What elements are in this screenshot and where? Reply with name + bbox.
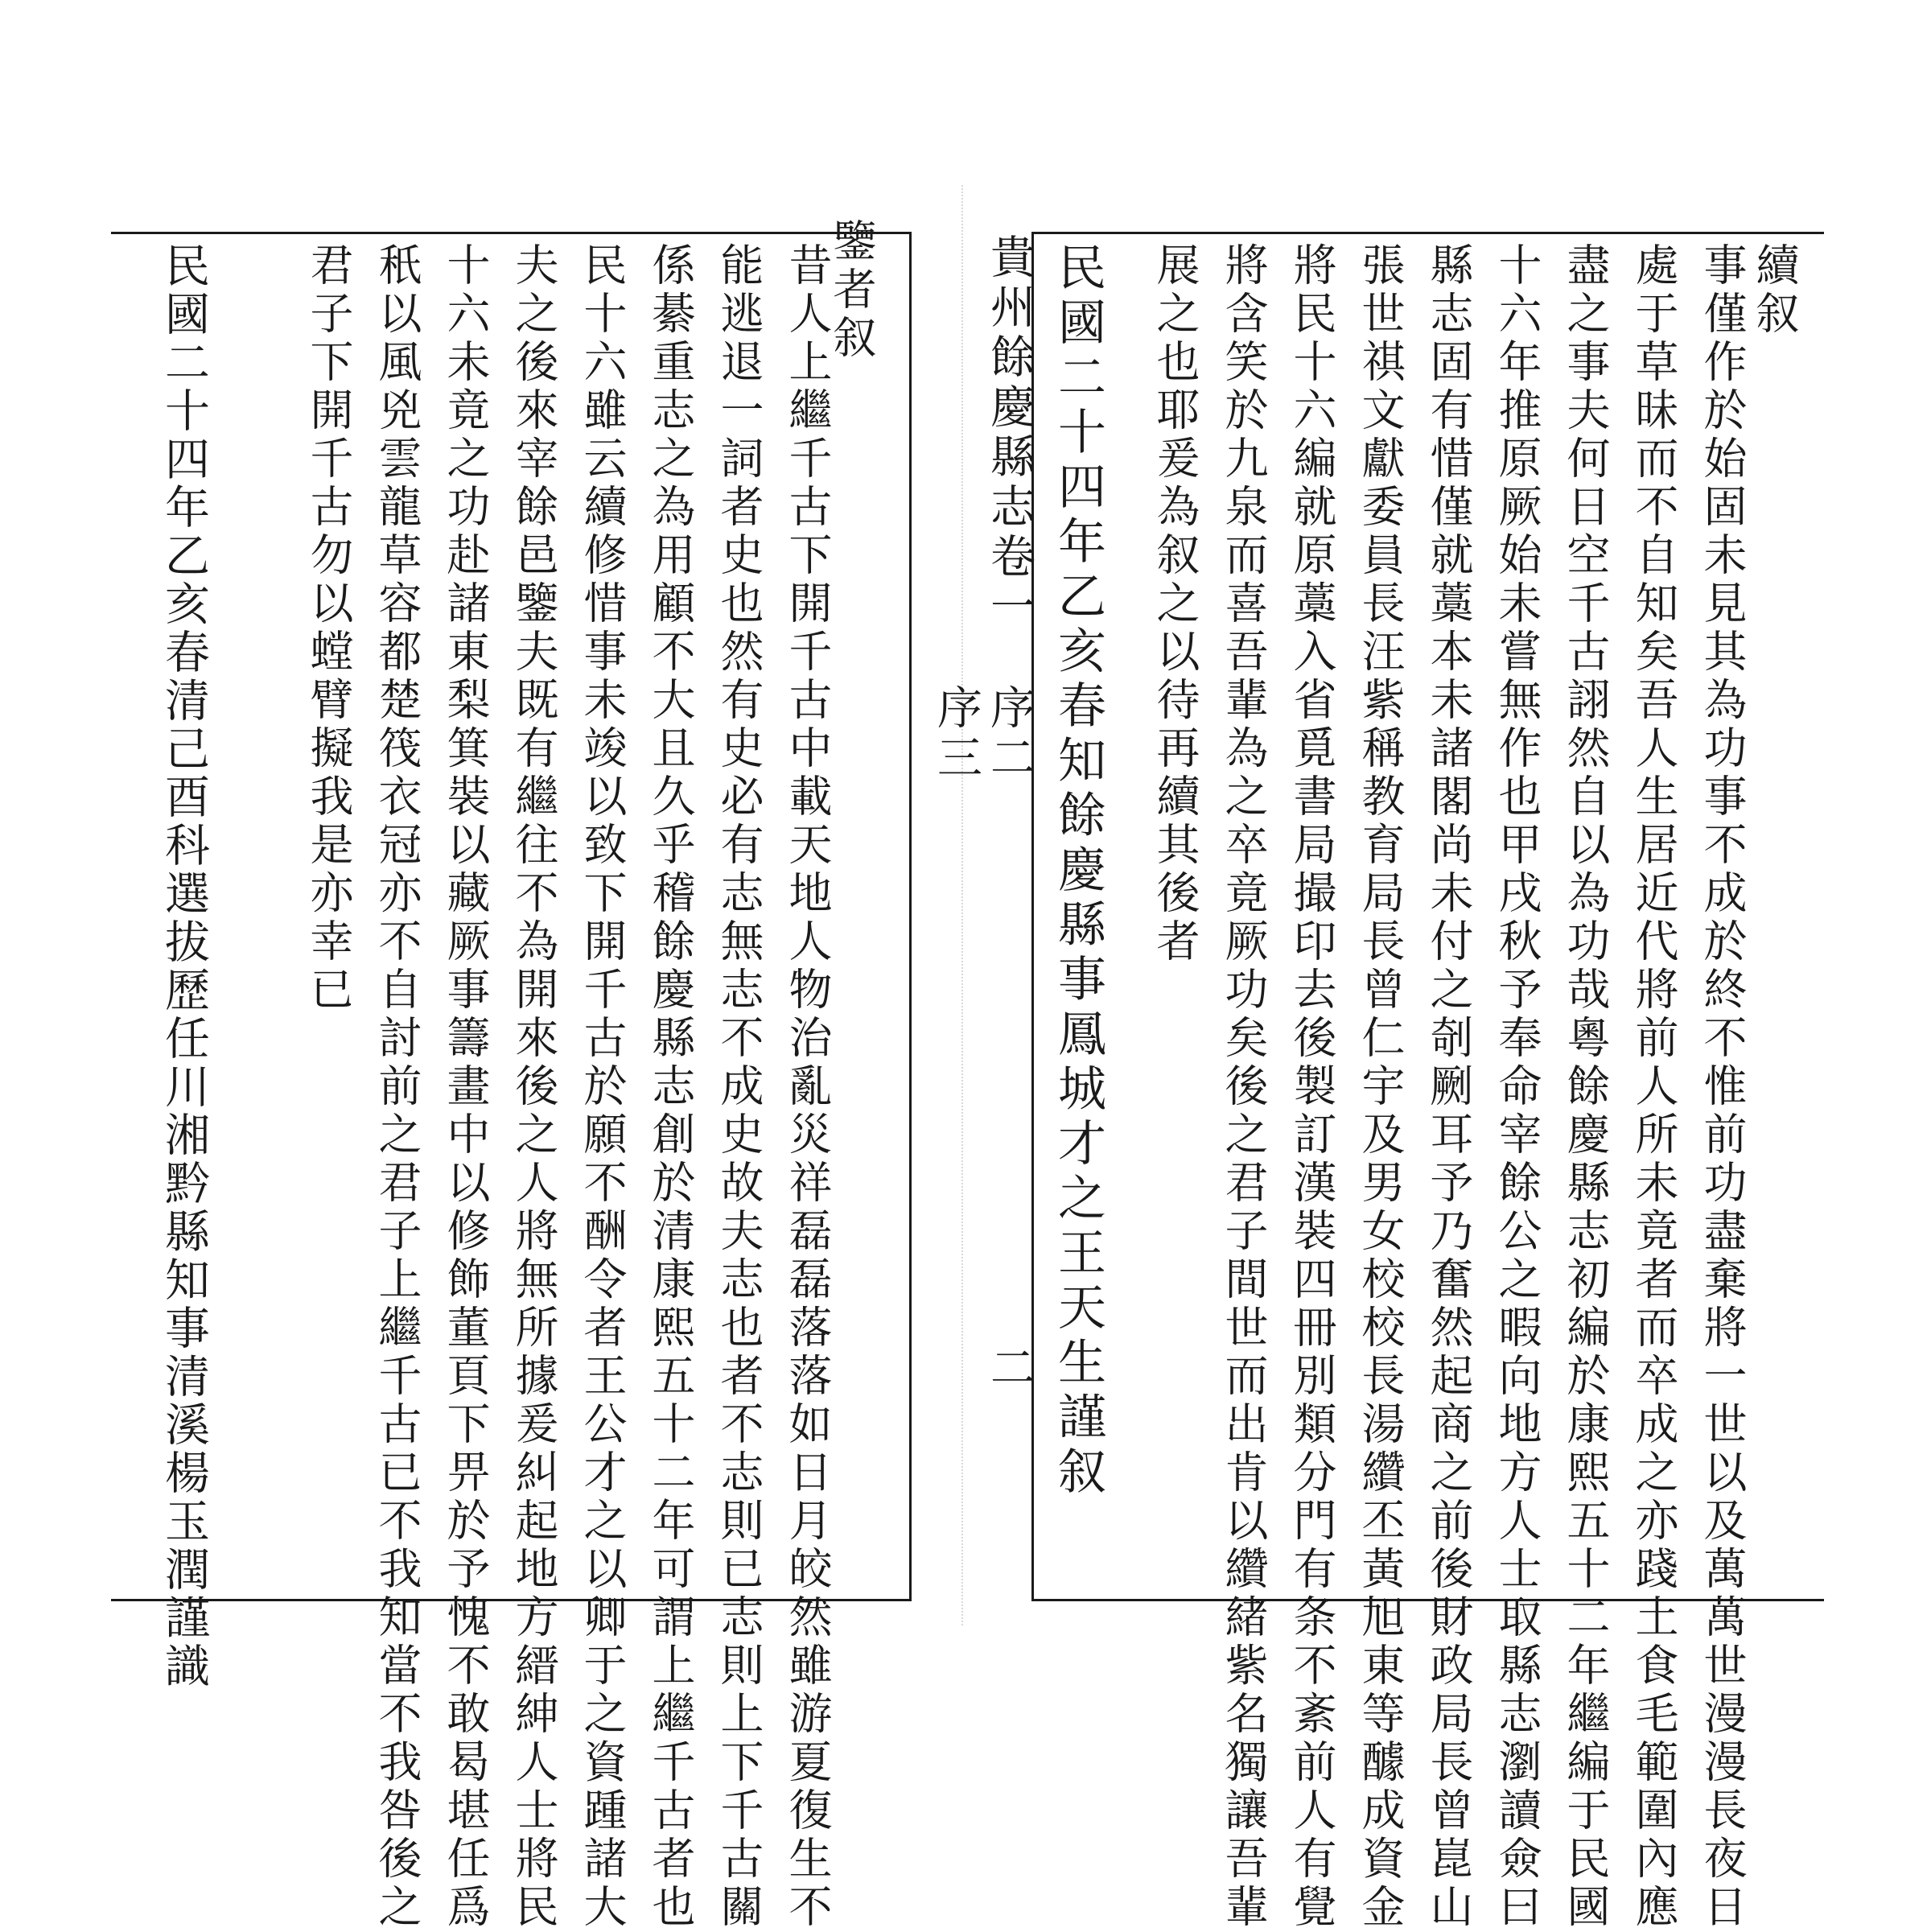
left-heading: 鑒者叙 [826, 218, 877, 363]
right-body-column: 盡之事夫何日空千古詡然自以為功哉粵餘慶縣志初編於康熙五十二年繼編于民國 [1560, 242, 1611, 1932]
right-body-column: 縣志固有惜僅就藁本未諸閣尚未付之剞劂耳予乃奮然起商之前後財政局長曾崑山 [1423, 242, 1474, 1932]
right-heading: 續叙 [1749, 242, 1800, 339]
left-body-column: 民十六雖云續修惜事未竣以致下開千古於願不酬令者王公才之以卿于之資踵諸大 [577, 242, 628, 1932]
folio-number: 二 [983, 1344, 1035, 1394]
left-body-column: 秖以風兇雲龍草容都楚筏衣冠亦不自討前之君子上繼千古已不我知當不我咎後之 [372, 242, 422, 1932]
section-label-left: 序三 [930, 684, 982, 784]
right-body-column: 展之也耶爰為叙之以待再續其後者 [1150, 242, 1200, 966]
left-body-column: 十六未竟之功赴諸東梨箕裝以藏厥事籌畫中以修飾董頁下畀於予愧不敢曷堪任爲 [440, 242, 491, 1932]
left-body-column: 夫之後來宰餘邑鑒夫既有繼往不為開來後之人將無所據爰糾起地方縉紳人士將民 [508, 242, 559, 1932]
right-body-column: 張世祺文獻委員長汪紫稱教育局長曾仁宇及男女校校長湯纘丕黃旭東等醵成資金 [1355, 242, 1406, 1932]
left-body-column: 能逃退一詞者史也然有史必有志無志不成史故夫志也者不志則已志則上下千古關 [714, 242, 764, 1932]
right-body-column: 將含笑於九泉而喜吾輩為之卒竟厥功矣後之君子間世而出肯以纘緒紫名獨讓吾輩 [1218, 242, 1269, 1932]
left-body-column: 係綦重志之為用顧不大且久乎稽餘慶縣志創於清康熙五十二年可謂上繼千古者也 [645, 242, 696, 1932]
right-body-column: 十六年推原厥始未嘗無作也甲戌秋予奉命宰餘公之暇向地方人士取縣志瀏讀僉曰 [1492, 242, 1542, 1932]
right-body-column: 處于草昧而不自知矣吾人生居近代將前人所未竟者而卒成之亦踐土食毛範圍內應 [1628, 242, 1679, 1932]
right-body-column: 將民十六編就原藁入省覓書局撮印去後製訂漢裝四冊別類分門有条不紊前人有覺 [1287, 242, 1337, 1932]
book-title: 貴州餘慶縣志卷一 [983, 233, 1035, 632]
right-date-line: 民國二十四年乙亥春知餘慶縣事鳳城才之王天生謹叙 [1050, 242, 1106, 1501]
left-date-line: 民國二十四年乙亥春清己酉科選拔歷任川湘黔縣知事清溪楊玉潤謹識 [158, 242, 210, 1691]
right-body-column: 事僅作於始固未見其為功事不成於終不惟前功盡棄將一世以及萬萬世漫漫長夜日 [1697, 242, 1748, 1932]
left-body-column: 君子下開千古勿以螳臂擬我是亦幸已 [303, 242, 354, 1015]
right-page [1031, 232, 1824, 1932]
left-page [111, 218, 912, 1932]
left-body-column: 昔人上繼千古下開千古中載天地人物治亂災祥磊磊落落如日月皎然雖游夏復生不 [782, 242, 833, 1932]
section-label-right: 序二 [983, 684, 1035, 784]
center-strip [930, 185, 1035, 1633]
